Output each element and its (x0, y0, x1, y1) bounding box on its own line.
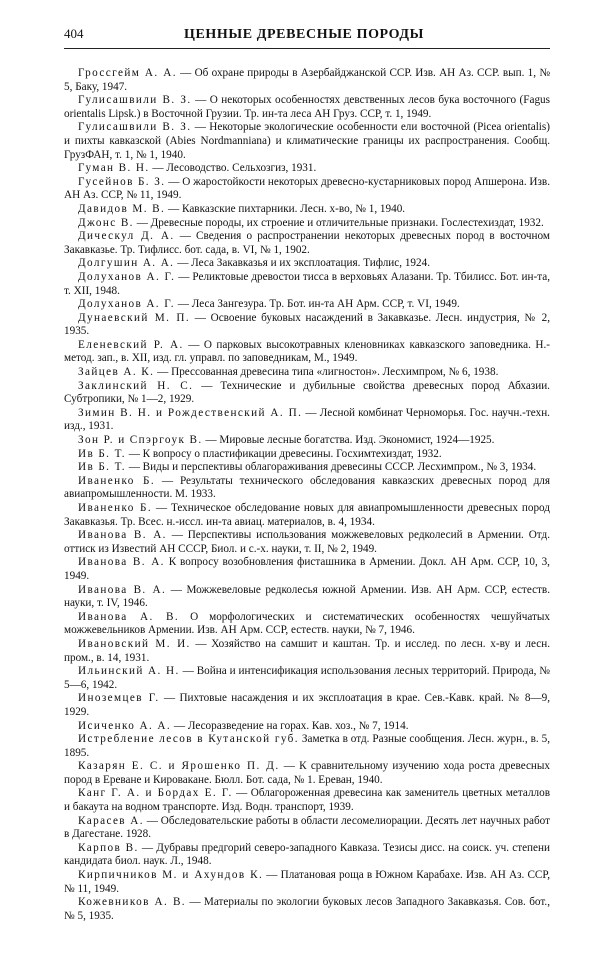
entry-text: — Об охране природы в Азербайджанской ССР. Изв. АН Аз. ССР. вып. 1, № 5, Баку, 1947. (64, 67, 551, 93)
running-title: ЦЕННЫЕ ДРЕВЕСНЫЕ ПОРОДЫ (184, 27, 424, 42)
bibliography-entry (64, 434, 550, 448)
entry-author: Гулисашвили В. З. (78, 121, 192, 134)
entry-author: Иноземцев Г. (78, 692, 160, 705)
entry-text: — Прессованная древесина типа «лигностон». Лесхимпром, № 6, 1938. (154, 366, 499, 379)
entry-text: — Техническое обследование новых для авиапромышленности древесных пород Закавказья. Тр. Всес. н.-иссл. ин-та авиац. материалов, в. 4, 1934. (64, 502, 550, 528)
entry-text: — Леса Зангезура. Тр. Бот. ин-та АН Арм. ССР, т. VI, 1949. (175, 298, 460, 311)
entry-author: Кирпичников М. и Ахундов К. (78, 869, 264, 882)
entry-author: Давидов М. В. (78, 202, 166, 215)
bibliography-entry (64, 230, 550, 257)
bibliography-entry (64, 869, 550, 896)
bibliography-list (64, 67, 550, 923)
page-header (64, 26, 550, 49)
entry-author: Ивановский М. И. (78, 637, 191, 650)
entry-text: К вопросу возобновления фисташника в Армении. Докл. АН Арм. ССР, 10, 3, 1949. (64, 556, 550, 582)
entry-author: Ив Б. Т. (78, 461, 126, 474)
entry-author: Джонс В. (78, 216, 134, 229)
bibliography-entry (64, 842, 550, 869)
entry-author: Иванова А. В. (78, 610, 180, 623)
bibliography-entry (64, 611, 550, 638)
bibliography-entry (64, 760, 550, 787)
bibliography-entry (64, 638, 550, 665)
entry-text: — Результаты технического обследования кавказских древесных пород для авиапромышленности. М. 1933. (64, 474, 550, 501)
entry-text: — Мировые лесные богатства. Изд. Экономист, 1924—1925. (202, 434, 495, 447)
entry-author: Долуханов А. Г. (78, 298, 175, 311)
bibliography-entry (64, 733, 550, 760)
entry-text: — Сведения о распространении некоторых древесных пород в восточном Закавказье. Тр. Тифлисс. бот. сада, в. VI, № 1, 1902. (64, 230, 550, 256)
entry-author: Канг Г. А. и Бордах Е. Г. (78, 787, 233, 800)
entry-text: — Облагороженная древесина как заменитель цветных металлов и бакаута на водном транспорте. Изд. Водн. транспорт, 1939. (64, 787, 550, 814)
bibliography-entry (64, 380, 550, 407)
bibliography-entry (64, 162, 550, 176)
entry-text: — Леса Закавказья и их эксплоатация. Тифлис, 1924. (174, 257, 431, 270)
bibliography-entry (64, 502, 550, 529)
entry-author: Истребление лесов в Кутанской губ. (78, 733, 299, 746)
bibliography-entry (64, 448, 550, 462)
entry-text: — К сравнительному изучению хода роста древесных пород в Ереване и Кировакане. Бюлл. Бот. сада, № 1. Ереван, 1940. (64, 760, 551, 786)
entry-author: Гуман В. Н. (78, 162, 150, 175)
bibliography-entry (64, 176, 550, 203)
entry-author: Казарян Е. С. и Ярошенко П. Д. (78, 760, 280, 773)
bibliography-entry (64, 257, 550, 271)
entry-text: — Перспективы использования можжевеловых редколесий в Армении. Отд. оттиск из Известий АН СССР, Биол. и с.-х. науки, т. II, № 2, 1949. (64, 529, 551, 555)
entry-text: — Некоторые экологические особенности ели восточной (Picea orientalis) и пихты кавказской (Abies Nordmanniana) и климатические границы их распространения. Сообщ. ГрузФАН, т. 1, № 1, 1940. (64, 121, 550, 161)
entry-author: Зайцев А. К. (78, 366, 155, 379)
entry-author: Зимин В. Н. и Рождественский А. П. (78, 406, 303, 419)
entry-author: Карпов В. (78, 841, 139, 854)
bibliography-entry (64, 720, 550, 734)
bibliography-entry (64, 787, 550, 814)
bibliography-entry (64, 407, 550, 434)
bibliography-entry (64, 692, 550, 719)
entry-author: Долуханов А. Г. (78, 270, 176, 283)
bibliography-entry (64, 121, 550, 162)
bibliography-entry (64, 217, 550, 231)
entry-author: Иванова В. А. (78, 529, 167, 542)
bibliography-entry (64, 529, 550, 556)
bibliography-entry (64, 339, 550, 366)
entry-author: Зон Р. и Спэргоук В. (78, 434, 203, 447)
entry-author: Ив Б. Т. (78, 447, 126, 460)
entry-text: — Материалы по экологии буковых лесов Западного Закавказья. Сов. бот., № 5, 1935. (64, 896, 550, 922)
entry-author: Ильинский А. Н. (78, 665, 180, 678)
bibliography-entry (64, 67, 550, 94)
bibliography-entry (64, 461, 550, 475)
entry-text: — Можжевеловые редколесья южной Армении. Изв. АН Арм. ССР, естеств. науки, т. IV, 1946. (64, 583, 550, 610)
entry-author: Иванова В. А. (78, 556, 165, 569)
entry-text: — Платановая роща в Южном Карабахе. Изв. АН Аз. ССР, № 11, 1949. (64, 869, 551, 895)
entry-text: — Древесные породы, их строение и отличительные признаки. Гослестехиздат, 1932. (133, 216, 544, 229)
entry-author: Кожевников А. В. (78, 896, 187, 909)
entry-author: Еленевский Р. А. (78, 338, 184, 351)
entry-author: Заклинский Н. С. (78, 379, 194, 392)
entry-author: Гулисашвили В. З. (78, 94, 192, 107)
entry-text: — Хозяйство на самшит и каштан. Тр. и исслед. по лесн. х-ву и лесн. пром., в. 14, 1931. (64, 637, 551, 664)
entry-text: — Война и интенсификация использования лесных территорий. Природа, № 5—6, 1942. (64, 665, 550, 691)
entry-author: Карасев А. (78, 814, 144, 827)
bibliography-entry (64, 584, 550, 611)
entry-text: Заметка в отд. Разные сообщения. Лесн. журн., в. 5, 1895. (64, 733, 550, 759)
entry-author: Исиченко А. А. (78, 719, 172, 732)
bibliography-entry (64, 896, 550, 923)
entry-text: — Лесной комбинат Черноморья. Гос. научн.-техн. изд., 1931. (64, 406, 550, 433)
entry-text: — Кавказские пихтарники. Лесн. х-во, № 1, 1940. (165, 202, 406, 215)
entry-text: — Освоение буковых насаждений в Закавказье. Лесн. индустрия, № 2, 1935. (64, 311, 550, 338)
entry-text: — Дубравы предгорий северо-западного Кавказа. Тезисы дисс. на соиск. уч. степени кандидата биол. наук. Л., 1948. (64, 841, 550, 868)
entry-text: О морфологических и систематических особенностях чешуйчатых можжевельников Армении. Изв. АН Арм. ССР, естеств. науки, № 7, 1946. (64, 610, 551, 637)
bibliography-entry (64, 298, 550, 312)
entry-text: — О жаростойкости некоторых древесно-кустарниковых пород Апшерона. Изв. АН Аз. ССР, № 11, 1949. (64, 175, 551, 202)
entry-author: Иванова В. А. (78, 583, 167, 596)
page-number: 404 (64, 26, 84, 41)
entry-text: — Лесоводство. Сельхозгиз, 1931. (149, 162, 317, 175)
bibliography-entry (64, 815, 550, 842)
bibliography-entry (64, 271, 550, 298)
entry-author: Дическул Д. А. (78, 230, 175, 243)
entry-text: — Виды и перспективы облагораживания древесины СССР. Лесхимпром., № 3, 1934. (125, 461, 537, 474)
entry-text: — Технические и дубильные свойства древесных пород Абхазии. Субтропики, № 1—2, 1929. (64, 379, 550, 406)
entry-text: — О парковых высокотравных кленовниках кавказского заповедника. Н.-метод. зап., в. XII, изд. гл. управл. по заповедникам, М., 1949. (64, 338, 551, 365)
entry-author: Иваненко Б. (78, 474, 156, 487)
bibliography-entry (64, 366, 550, 380)
entry-text: — Реликтовые древостои тисса в верховьях Алазани. Тр. Тбилисс. Бот. ин-та, т. XII, 1948. (64, 270, 551, 297)
bibliography-entry (64, 312, 550, 339)
bibliography-entry (64, 203, 550, 217)
bibliography-entry (64, 94, 550, 121)
entry-text: — Лесоразведение на горах. Кав. хоз., № 7, 1914. (171, 719, 409, 732)
entry-author: Долгушин А. А. (78, 257, 175, 270)
entry-text: — К вопросу о пластификации древесины. Госхимтехиздат, 1932. (125, 447, 442, 460)
bibliography-entry (64, 665, 550, 692)
entry-author: Гроссгейм А. А. (78, 67, 177, 79)
entry-text: — Обследовательские работы в области лесомелиорации. Десять лет научных работ в Дагестане. 1928. (64, 814, 550, 841)
bibliography-entry (64, 475, 550, 502)
bibliography-entry (64, 556, 550, 583)
entry-author: Гусейнов Б. З. (78, 175, 166, 188)
entry-text: — Пихтовые насаждения и их эксплоатация в крае. Сев.-Кавк. край. № 8—9, 1929. (64, 692, 550, 718)
entry-text: — О некоторых особенностях девственных лесов бука восточного (Fagus orientalis Lipsk.) в Восточной Грузии. Тр. ин-та леса АН Груз. ССР, т. 1, 1949. (64, 94, 550, 120)
entry-author: Иваненко Б. (78, 502, 153, 514)
entry-author: Дунаевский М. П. (78, 311, 191, 324)
